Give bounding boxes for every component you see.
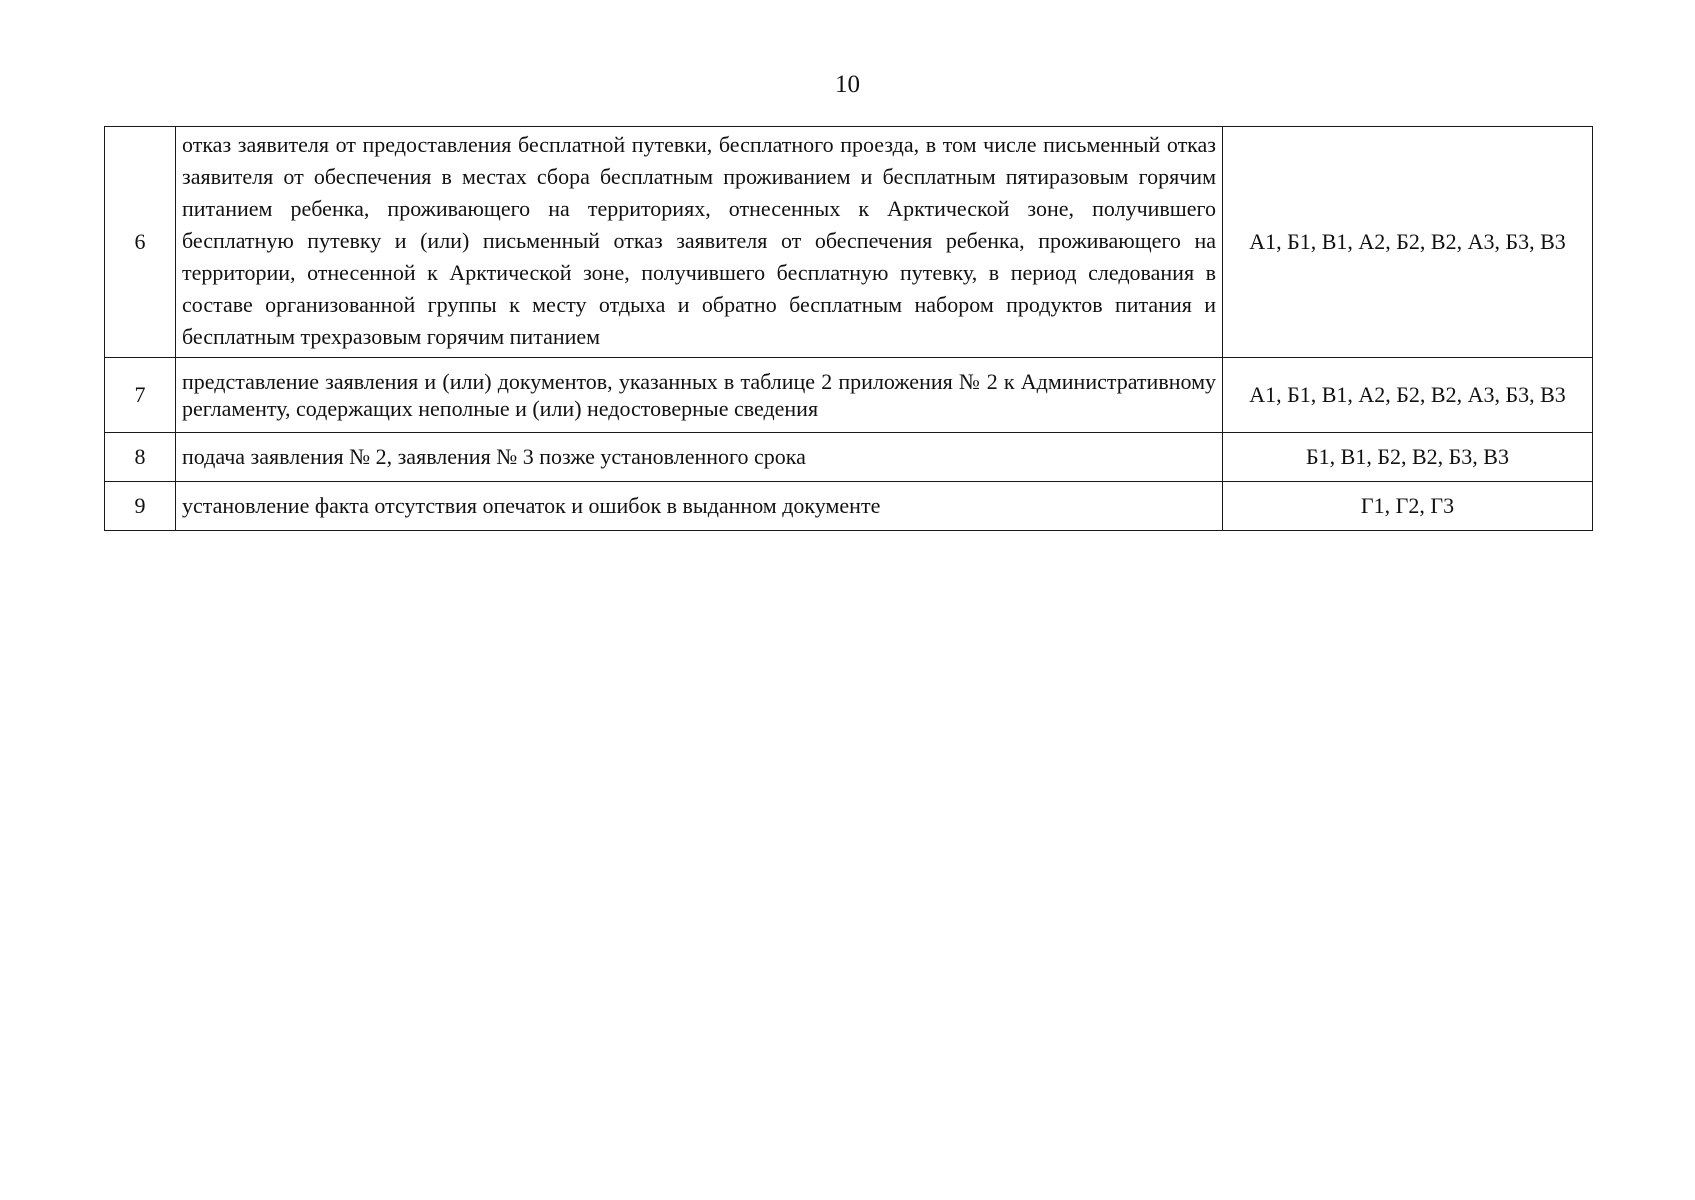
row-number: 7: [105, 358, 176, 433]
row-description: установление факта отсутствия опечаток и ошибок в выданном документе: [176, 482, 1223, 531]
row-codes: Б1, В1, Б2, В2, Б3, В3: [1223, 433, 1593, 482]
row-number: 6: [105, 127, 176, 358]
document-table: [104, 126, 1593, 531]
row-number: 8: [105, 433, 176, 482]
row-codes: А1, Б1, В1, А2, Б2, В2, А3, Б3, В3: [1223, 358, 1593, 433]
table-row: [105, 127, 1593, 358]
row-codes: Г1, Г2, Г3: [1223, 482, 1593, 531]
table-row: [105, 358, 1593, 433]
row-description: отказ заявителя от предоставления бесплатной путевки, бесплатного проезда, в том числе письменный отказ заявителя от обеспечения в местах сбора бесплатным проживанием и бесплатным пятиразовым горячим питанием ребенка, проживающего на территориях, отнесенных к Арктической зоне, получившего бесплатную путевку и (или) письменный отказ заявителя от обеспечения ребенка, проживающего на территории, отнесенной к Арктической зоне, получившего бесплатную путевку, в период следования в составе организованной группы к месту отдыха и обратно бесплатным набором продуктов питания и бесплатным трехразовым горячим питанием: [176, 127, 1223, 358]
row-codes: А1, Б1, В1, А2, Б2, В2, А3, Б3, В3: [1223, 127, 1593, 358]
table-row: [105, 433, 1593, 482]
row-number: 9: [105, 482, 176, 531]
table-row: [105, 482, 1593, 531]
row-description: подача заявления № 2, заявления № 3 позже установленного срока: [176, 433, 1223, 482]
row-description: представление заявления и (или) документов, указанных в таблице 2 приложения № 2 к Административному регламенту, содержащих неполные и (или) недостоверные сведения: [176, 358, 1223, 433]
page-number: 10: [835, 71, 860, 98]
